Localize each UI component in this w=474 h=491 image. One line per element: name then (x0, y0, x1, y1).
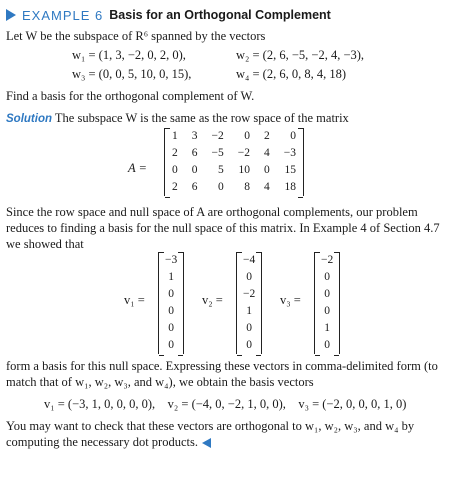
matrix-cell: 8 (244, 181, 250, 193)
matrix-cell: 0 (191, 164, 198, 176)
vector-w4: w₄ = (2, 6, 0, 8, 4, 18) (236, 67, 347, 81)
paragraph-4-line-1: You may want to check that these vectors are orthogonal to w₁, w₂, w₃, and w₄ by (6, 419, 415, 433)
matrix-label: A = (128, 161, 147, 175)
matrix-cell: 5 (218, 164, 224, 176)
vector-entry: 0 (246, 271, 252, 283)
matrix-row (165, 162, 303, 179)
matrix-cell: −2 (237, 147, 250, 159)
example-title: Basis for an Orthogonal Complement (109, 8, 331, 22)
matrix-cell: 4 (264, 181, 270, 193)
matrix-cell: 3 (191, 130, 198, 142)
vector-w2: w₂ = (2, 6, −5, −2, 4, −3), (236, 48, 365, 62)
vector-entry: −2 (243, 288, 256, 300)
vector-entry: 0 (324, 339, 330, 351)
paragraph-2-line-2: reduces to finding a basis for the null space of this matrix. In Example 4 of Section 4.7 (6, 221, 440, 235)
null-vector-label-3: v₃ = (280, 293, 301, 307)
solution-text: The subspace W is the same as the row space of the matrix (54, 111, 349, 125)
vector-entry: −2 (321, 254, 334, 266)
matrix-row (165, 128, 303, 145)
matrix-cell: 4 (264, 147, 270, 159)
paragraph-4-line-2 (6, 434, 211, 450)
vector-w3: w₃ = (0, 0, 5, 10, 0, 15), (72, 67, 192, 81)
solution-label: Solution (6, 113, 52, 125)
matrix-cell: −5 (211, 147, 224, 159)
matrix-cell: 18 (284, 181, 296, 193)
matrix-cell: −2 (211, 130, 224, 142)
matrix-cell: 15 (284, 164, 296, 176)
vector-entry: 0 (246, 322, 252, 334)
vector-entry: −3 (165, 254, 178, 266)
play-triangle-icon (6, 9, 16, 21)
vector-w1: w₁ = (1, 3, −2, 0, 2, 0), (72, 48, 186, 62)
vector-entry: 1 (246, 305, 252, 317)
paragraph-2-line-3: we showed that (6, 237, 84, 251)
intro-text: Let W be the subspace of R⁶ spanned by the vectors (6, 29, 266, 43)
matrix-cell: 0 (264, 164, 270, 176)
solution-line (6, 110, 349, 127)
matrix-cell: −3 (283, 147, 296, 159)
matrix-row (165, 145, 303, 162)
vector-entry: 0 (324, 271, 330, 283)
null-vector-label-1: v₁ = (124, 293, 145, 307)
vector-entry: 0 (168, 322, 174, 334)
matrix-cell: 2 (172, 181, 178, 193)
end-of-example-icon (202, 438, 211, 448)
vector-entry: −4 (243, 254, 256, 266)
paragraph-4-text: computing the necessary dot products. (6, 435, 198, 449)
matrix-cell: 2 (172, 147, 178, 159)
matrix-cell: 1 (172, 130, 178, 142)
matrix-cell: 6 (191, 147, 198, 159)
null-vector-label-2: v₂ = (202, 293, 223, 307)
vector-entry: 0 (168, 305, 174, 317)
matrix-cell: 0 (244, 130, 250, 142)
example-label: EXAMPLE 6 (22, 7, 104, 23)
null-vector-1 (158, 252, 184, 354)
matrix-cell: 10 (238, 164, 250, 176)
vector-entry: 1 (168, 271, 174, 283)
matrix-cell: 6 (191, 181, 198, 193)
null-vector-3 (314, 252, 340, 354)
matrix-cell: 2 (264, 130, 270, 142)
vector-entry: 0 (246, 339, 252, 351)
paragraph-2-line-1: Since the row space and null space of A are orthogonal complements, our problem (6, 205, 418, 219)
matrix-cell: 0 (218, 181, 224, 193)
paragraph-3-line-2: match that of w₁, w₂, w₃, and w₄), we obtain the basis vectors (6, 375, 314, 389)
matrix-cell: 0 (290, 130, 296, 142)
task-text: Find a basis for the orthogonal complement of W. (6, 89, 255, 103)
vector-entry: 0 (168, 339, 174, 351)
vector-entry: 0 (324, 288, 330, 300)
paragraph-3-line-1: form a basis for this null space. Expressing these vectors in comma-delimited form (to (6, 359, 438, 373)
vector-entry: 0 (168, 288, 174, 300)
vector-entry: 1 (324, 322, 330, 334)
vector-entry: 0 (324, 305, 330, 317)
example-heading (6, 6, 331, 24)
matrix-cell: 0 (172, 164, 178, 176)
matrix-row (165, 179, 303, 196)
null-vector-2 (236, 252, 262, 354)
basis-vectors-line: v₁ = (−3, 1, 0, 0, 0, 0), v₂ = (−4, 0, −2, 1, 0, 0), v₃ = (−2, 0, 0, 0, 1, 0) (44, 397, 407, 411)
matrix-A (164, 128, 304, 196)
